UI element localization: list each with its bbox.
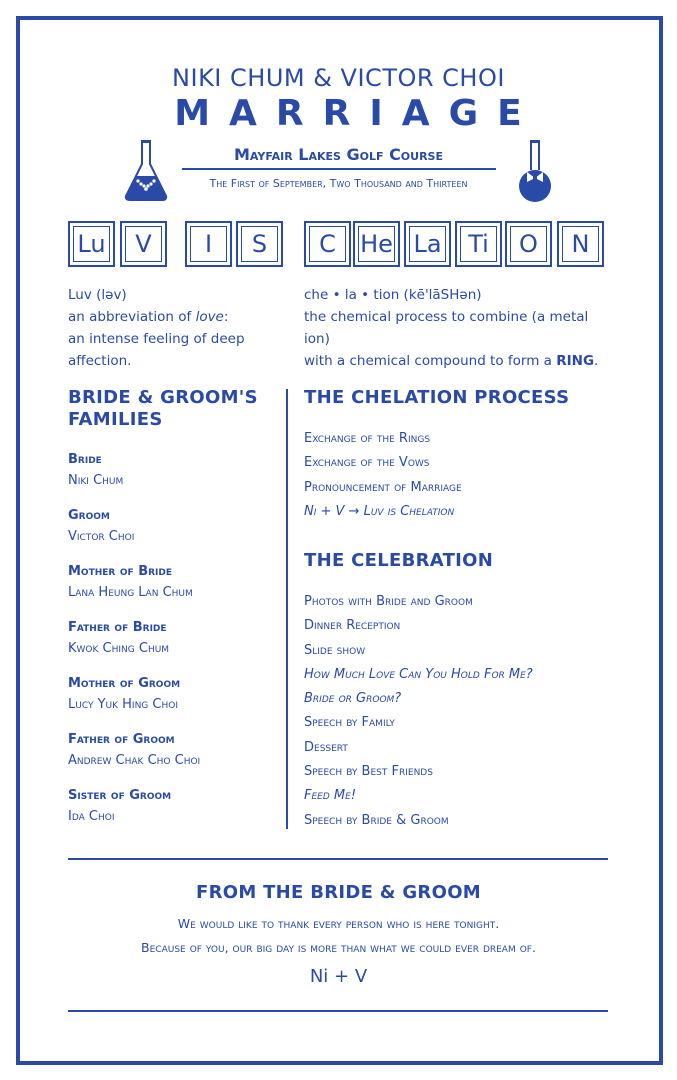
family-entry (68, 676, 283, 732)
role-label: Mother of Bride (68, 564, 172, 579)
footer-heading: FROM THE BRIDE & GROOM (195, 882, 482, 903)
celebration-item: Feed Me! (304, 788, 357, 804)
chelation-line-2: with a chemical compound to form a RING. (304, 353, 599, 369)
element-tile: V (120, 221, 167, 267)
celebration-item: Photos with Bride and Groom (304, 594, 473, 609)
process-item: Ni + V → Luv is Chelation (304, 503, 455, 519)
person-name: Victor Choi (68, 529, 135, 544)
footer-divider-bottom (68, 1010, 608, 1012)
element-tile: C (304, 221, 351, 267)
person-name: Lucy Yuk Hing Choi (68, 697, 178, 712)
column-divider (286, 389, 288, 829)
family-entry (68, 508, 283, 564)
role-label: Father of Bride (68, 620, 167, 635)
person-name: Lana Heung Lan Chum (68, 585, 193, 600)
role-label: Mother of Groom (68, 676, 181, 691)
family-entry (68, 564, 283, 620)
signature: Ni + V (309, 966, 368, 987)
celebration-item: Bride or Groom? (304, 691, 402, 707)
element-tile: S (236, 221, 283, 267)
footer-divider-top (68, 858, 608, 860)
celebration-item: Slide show (304, 642, 366, 658)
process-item: Pronouncement of Marriage (304, 479, 462, 495)
celebration-list (304, 590, 624, 833)
luv-line-2: an intense feeling of deep affection. (68, 331, 245, 369)
role-label: Bride (68, 452, 102, 467)
luv-line-1: an abbreviation of love: (68, 309, 229, 325)
person-name: Ida Choi (68, 809, 115, 824)
chelation-term: che • la • tion (kē'lāSHən) (304, 287, 482, 303)
celebration-item: Speech by Family (304, 715, 395, 731)
flask-with-pearls-icon (122, 138, 170, 202)
celebration-item: Dessert (304, 739, 348, 755)
thanks-line-1: We would like to thank every person who is here tonight. (177, 916, 500, 931)
couple-names: NIKI CHUM & VICTOR CHOI (172, 64, 505, 92)
celebration-item: Speech by Bride & Groom (304, 812, 449, 828)
flask-with-bowtie-icon (515, 138, 555, 202)
process-list (304, 427, 614, 524)
page-title: MARRIAGE (174, 93, 541, 134)
element-tile: O (505, 221, 552, 267)
process-item: Exchange of the Rings (304, 431, 431, 446)
celebration-item: Dinner Reception (304, 618, 401, 634)
role-label: Father of Groom (68, 732, 175, 747)
family-entry (68, 732, 283, 788)
element-tile: La (404, 221, 451, 267)
family-entry (68, 620, 283, 676)
element-tile: He (353, 221, 400, 267)
celebration-heading: THE CELEBRATION (304, 550, 494, 571)
family-list (68, 452, 283, 844)
event-date: The First of September, Two Thousand and Thirteen (209, 177, 468, 190)
chelation-definition (304, 284, 614, 372)
celebration-item: Speech by Best Friends (304, 764, 433, 780)
family-entry (68, 452, 283, 508)
thanks-line-2: Because of you, our big day is more than what we could ever dream of. (141, 940, 536, 955)
element-tile: N (557, 221, 604, 267)
person-name: Niki Chum (68, 473, 124, 488)
venue: Mayfair Lakes Golf Course (234, 145, 443, 164)
luv-term: Luv (ləv) (68, 287, 127, 303)
role-label: Sister of Groom (68, 788, 172, 803)
process-heading: THE CHELATION PROCESS (304, 387, 570, 408)
role-label: Groom (68, 508, 110, 523)
person-name: Andrew Chak Cho Choi (68, 753, 201, 768)
venue-divider (182, 168, 496, 170)
process-item: Exchange of the Vows (304, 455, 430, 471)
families-heading: BRIDE & GROOM'S FAMILIES (68, 387, 258, 430)
person-name: Kwok Ching Chum (68, 641, 170, 656)
chelation-line-1: the chemical process to combine (a metal ion) (304, 309, 589, 347)
celebration-item: How Much Love Can You Hold For Me? (304, 666, 533, 682)
element-tile: I (185, 221, 232, 267)
element-tile: Lu (68, 221, 115, 267)
element-tile: Ti (455, 221, 502, 267)
family-entry (68, 788, 283, 844)
luv-definition (68, 284, 298, 372)
